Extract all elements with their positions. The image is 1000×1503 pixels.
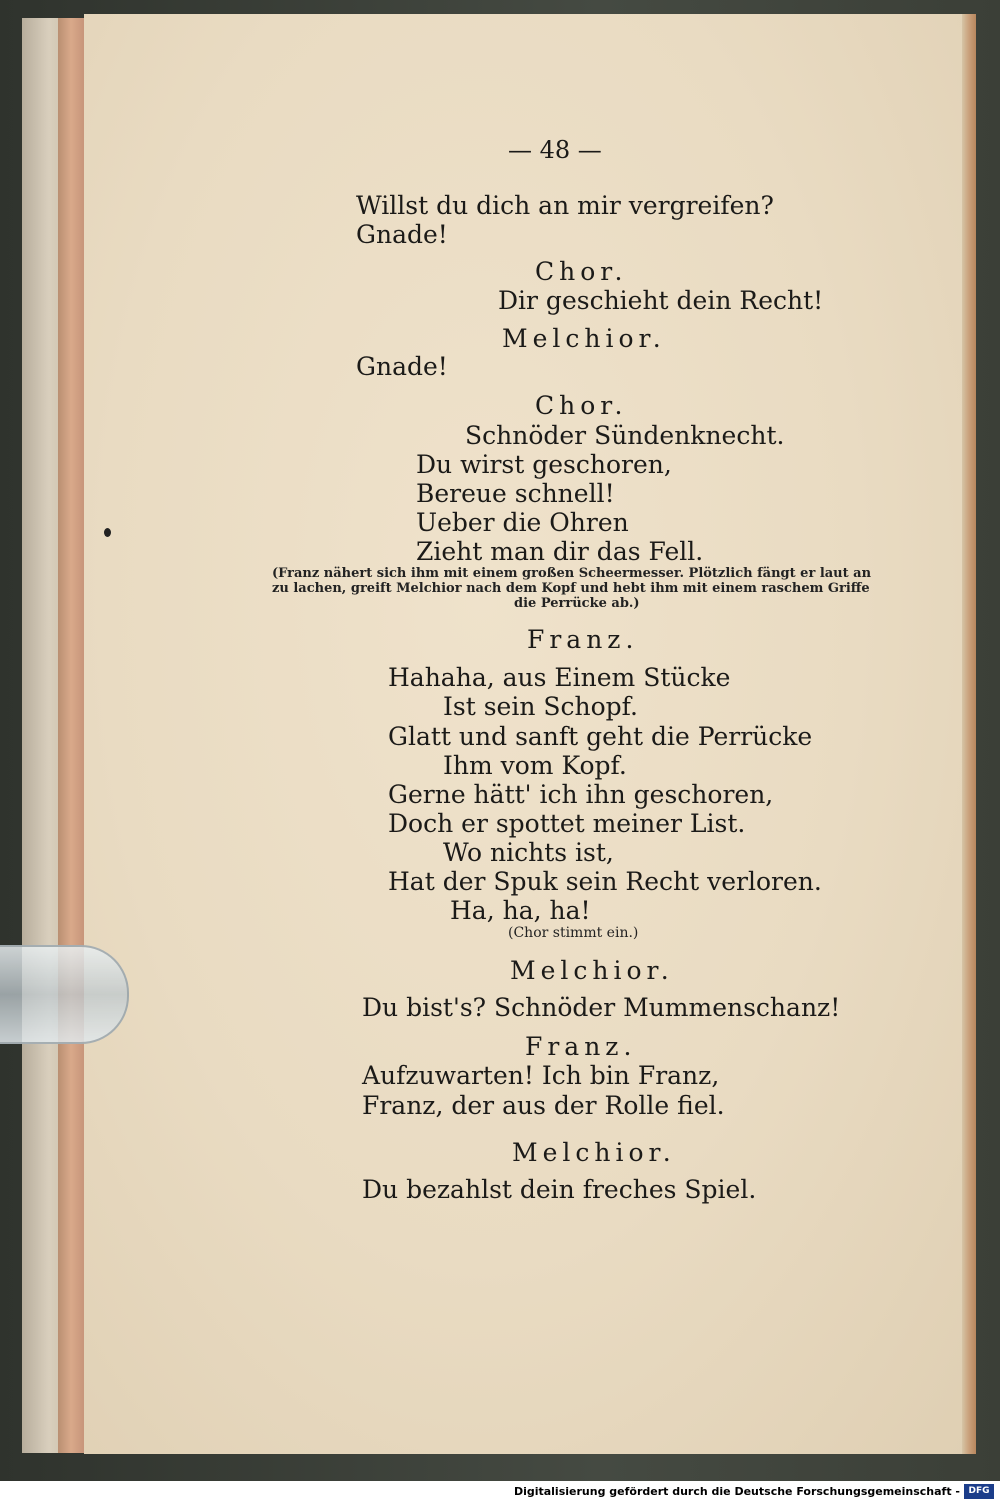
speaker-name: Franz. — [527, 625, 639, 654]
verse-line: Schnöder Sündenknecht. — [465, 421, 785, 450]
verse-line: Doch er spottet meiner List. — [388, 809, 746, 838]
speaker-name: Chor. — [535, 257, 628, 286]
verse-line: Glatt und sanft geht die Perrücke — [388, 722, 813, 751]
speaker-name: Chor. — [535, 391, 628, 420]
speaker-name: Melchior. — [510, 956, 674, 985]
verse-line: Du bist's? Schnöder Mummenschanz! — [362, 993, 841, 1022]
stage-direction: (Franz nähert sich ihm mit einem großen Scheermesser. Plötzlich fängt er laut an — [272, 566, 872, 581]
verse-line: Ha, ha, ha! — [450, 896, 591, 925]
speaker-name: Franz. — [525, 1032, 637, 1061]
verse-line: Gnade! — [356, 220, 448, 249]
stage-direction: die Perrücke ab.) — [514, 596, 640, 611]
verse-line: Franz, der aus der Rolle fiel. — [362, 1091, 725, 1120]
verse-line: Aufzuwarten! Ich bin Franz, — [362, 1061, 720, 1090]
ink-spot — [104, 528, 111, 537]
verse-line: Hat der Spuk sein Recht verloren. — [388, 867, 822, 896]
speaker-name: Melchior. — [512, 1138, 676, 1167]
verse-line: Wo nichts ist, — [443, 838, 614, 867]
footer-bar — [0, 1481, 1000, 1503]
verse-line: Hahaha, aus Einem Stücke — [388, 663, 731, 692]
verse-line: Gnade! — [356, 352, 448, 381]
stage-direction: zu lachen, greift Melchior nach dem Kopf und hebt ihm mit einem raschem Griffe — [272, 581, 870, 596]
verse-line: Ihm vom Kopf. — [443, 751, 627, 780]
next-page-edge — [962, 14, 976, 1454]
dfg-logo: DFG — [964, 1484, 994, 1499]
stage-direction: (Chor stimmt ein.) — [508, 925, 639, 941]
verse-line: Ist sein Schopf. — [443, 692, 638, 721]
page-clip — [0, 945, 129, 1044]
verse-line: Ueber die Ohren — [416, 508, 629, 537]
verse-line: Zieht man dir das Fell. — [416, 537, 704, 566]
speaker-name: Melchior. — [502, 324, 666, 353]
verse-line: Du wirst geschoren, — [416, 450, 672, 479]
page-number: — 48 — — [508, 136, 602, 164]
verse-line: Dir geschieht dein Recht! — [498, 286, 824, 315]
verse-line: Willst du dich an mir vergreifen? — [356, 191, 774, 220]
book-page-edge — [58, 18, 84, 1453]
footer-credit: Digitalisierung gefördert durch die Deutsche Forschungsgemeinschaft - — [513, 1485, 960, 1498]
verse-line: Bereue schnell! — [416, 479, 615, 508]
verse-line: Gerne hätt' ich ihn geschoren, — [388, 780, 774, 809]
verse-line: Du bezahlst dein freches Spiel. — [362, 1175, 757, 1204]
